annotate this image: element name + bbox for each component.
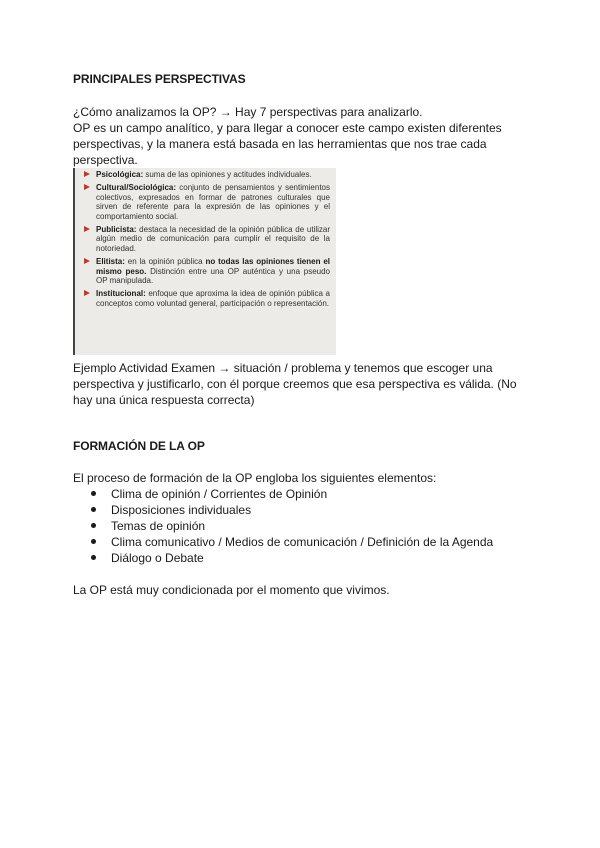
bullet-dot-icon [91,555,96,560]
figure-text: enfoque que aproxima la idea de opinión pública a conceptos como voluntad general, participación o representación. [96,289,330,308]
section-heading-formacion: FORMACIÓN DE LA OP [73,439,205,453]
figure-item [83,225,330,253]
bullet-dot-icon [91,523,96,528]
list-item [91,502,493,518]
exam-note-line: perspectiva y justificarlo, con él porque creemos que esa perspectiva es válida. (No [73,377,517,391]
figure-item [83,257,330,285]
figure-item [83,183,330,221]
figure-emphasis: no todas las opiniones tienen el mismo peso. [96,257,330,276]
list-item [91,518,493,534]
intro-paragraph [73,104,543,168]
triangle-bullet-icon [84,258,90,264]
figure-item [83,289,330,308]
bullet-dot-icon [91,539,96,544]
question-line: ¿Cómo analizamos la OP? → Hay 7 perspectivas para analizarlo. [73,105,423,119]
section-heading-perspectivas: PRINCIPALES PERSPECTIVAS [73,72,246,86]
list-item-text: Clima comunicativo / Medios de comunicación / Definición de la Agenda [111,535,494,549]
figure-term: Psicológica: [96,170,144,179]
exam-note-line: Ejemplo Actividad Examen → situación / problema y tenemos que escoger una [73,361,493,375]
formacion-intro: El proceso de formación de la OP engloba los siguientes elementos: [73,471,437,485]
figure-text: en la opinión pública [124,257,206,267]
paragraph-line: OP es un campo analítico, y para llegar a conocer este campo existen diferentes [73,121,502,135]
triangle-bullet-icon [84,226,90,232]
list-item-text: Disposiciones individuales [111,503,252,517]
figure-text: destaca la necesidad de la opinión pública de utilizar algún medio de comunicación para cumplir el requisito de la notoriedad. [96,225,330,253]
list-item [91,534,493,550]
exam-note [73,360,543,408]
figure-text: Distinción entre una OP auténtica y una pseudo OP manipulada. [96,266,330,286]
bullet-dot-icon [91,491,96,496]
figure-term: Elitista: [96,257,125,267]
list-item-text: Clima de opinión / Corrientes de Opinión [111,487,328,501]
list-item-text: Temas de opinión [111,519,206,533]
triangle-bullet-icon [84,290,90,296]
paragraph-line: perspectiva. [73,153,138,167]
figure-term: Cultural/Sociológica: [96,183,177,193]
paragraph-line: perspectivas, y la manera está basada en las herramientas que nos trae cada [73,137,487,151]
list-item [91,550,493,566]
figure-text: conjunto de pensamientos y sentimientos colectivos, expresados en formar de patrones culturales que sirven de referente para la expresión de las opiniones y el comportamiento social. [96,183,330,221]
list-item-text: Diálogo o Debate [111,551,204,565]
figure-term: Institucional: [96,289,146,299]
triangle-bullet-icon [84,171,90,177]
list-item [91,486,493,502]
bullet-dot-icon [91,507,96,512]
figure-item [83,170,330,179]
closing-paragraph: La OP está muy condicionada por el momento que vivimos. [73,583,390,597]
triangle-bullet-icon [84,184,90,190]
exam-note-line: hay una única respuesta correcta) [73,393,255,407]
formacion-list [91,486,493,566]
perspectives-figure [73,168,336,355]
figure-text: suma de las opiniones y actitudes individuales. [143,170,312,179]
figure-term: Publicista: [96,225,137,235]
